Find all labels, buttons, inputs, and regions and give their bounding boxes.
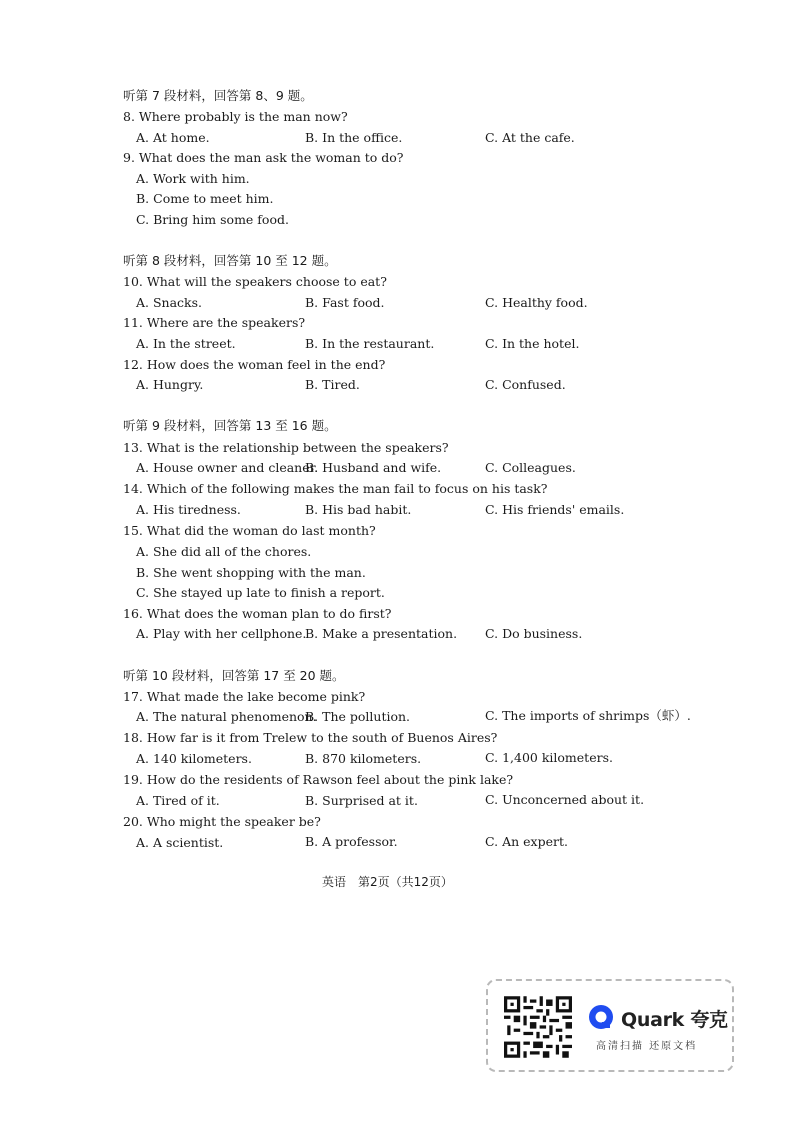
option-c: C. Confused. <box>485 377 566 392</box>
question-text: 18. How far is it from Trelew to the south of Buenos Aires? <box>123 730 498 745</box>
option-a: A. 140 kilometers. <box>136 751 252 766</box>
option-a: A. Tired of it. <box>136 793 220 808</box>
option-b: B. The pollution. <box>305 709 411 724</box>
option-c: C. She stayed up late to finish a report. <box>136 585 385 600</box>
option-c: C. Healthy food. <box>485 295 588 310</box>
option-b: B. Make a presentation. <box>305 626 458 641</box>
question-text: 12. How does the woman feel in the end? <box>123 357 386 372</box>
option-b: B. Fast food. <box>305 295 385 310</box>
option-a: A. The natural phenomenon. <box>136 709 317 724</box>
brand-name: Quark 夸克 <box>621 1009 728 1031</box>
badge-tagline: 高清扫描 还原文档 <box>596 1041 698 1052</box>
question-text: 9. What does the man ask the woman to do? <box>123 150 404 165</box>
section-heading: 听第 7 段材料，回答第 8、9 题。 <box>123 88 313 103</box>
option-a: A. A scientist. <box>136 835 224 850</box>
question-text: 11. Where are the speakers? <box>123 315 306 330</box>
option-c: C. Unconcerned about it. <box>485 792 645 807</box>
option-a: A. Hungry. <box>136 377 204 392</box>
section-heading: 听第 8 段材料，回答第 10 至 12 题。 <box>123 253 337 268</box>
question-text: 8. Where probably is the man now? <box>123 109 348 124</box>
option-a: A. Work with him. <box>136 171 250 186</box>
option-c: C. In the hotel. <box>485 336 580 351</box>
option-a: A. In the street. <box>136 336 236 351</box>
option-b: B. Surprised at it. <box>305 793 418 808</box>
option-b: B. Husband and wife. <box>305 460 442 475</box>
question-text: 19. How do the residents of Rawson feel about the pink lake? <box>123 772 514 787</box>
option-a: A. Play with her cellphone. <box>136 626 307 641</box>
option-c: C. An expert. <box>485 834 568 849</box>
quark-logo-icon <box>588 1004 614 1030</box>
option-c: C. His friends' emails. <box>485 502 625 517</box>
option-c: C. Colleagues. <box>485 460 576 475</box>
option-b: B. A professor. <box>305 834 398 849</box>
option-a: A. House owner and cleaner. <box>136 460 319 475</box>
option-b: B. His bad habit. <box>305 502 412 517</box>
option-a: A. At home. <box>136 130 210 145</box>
option-c: C. Do business. <box>485 626 583 641</box>
option-b: B. 870 kilometers. <box>305 751 422 766</box>
question-text: 20. Who might the speaker be? <box>123 814 321 829</box>
option-c: C. At the cafe. <box>485 130 575 145</box>
option-b: B. In the office. <box>305 130 403 145</box>
question-text: 14. Which of the following makes the man fail to focus on his task? <box>123 481 548 496</box>
option-c: C. The imports of shrimps（虾）. <box>485 708 691 723</box>
page-number: 英语 第2页（共12页） <box>322 875 453 889</box>
option-b: B. Tired. <box>305 377 360 392</box>
question-text: 15. What did the woman do last month? <box>123 523 376 538</box>
option-a: A. His tiredness. <box>136 502 241 517</box>
quark-scan-badge[interactable] <box>486 979 734 1072</box>
option-b: B. In the restaurant. <box>305 336 435 351</box>
qr-code-icon[interactable] <box>504 996 572 1058</box>
question-text: 17. What made the lake become pink? <box>123 689 366 704</box>
option-a: A. She did all of the chores. <box>136 544 312 559</box>
option-b: B. She went shopping with the man. <box>136 565 366 580</box>
section-heading: 听第 9 段材料，回答第 13 至 16 题。 <box>123 418 337 433</box>
section-heading: 听第 10 段材料，回答第 17 至 20 题。 <box>123 668 345 683</box>
option-a: A. Snacks. <box>136 295 203 310</box>
option-b: B. Come to meet him. <box>136 191 274 206</box>
question-text: 16. What does the woman plan to do first? <box>123 606 392 621</box>
question-text: 10. What will the speakers choose to eat? <box>123 274 387 289</box>
question-text: 13. What is the relationship between the speakers? <box>123 440 449 455</box>
option-c: C. 1,400 kilometers. <box>485 750 613 765</box>
option-c: C. Bring him some food. <box>136 212 289 227</box>
